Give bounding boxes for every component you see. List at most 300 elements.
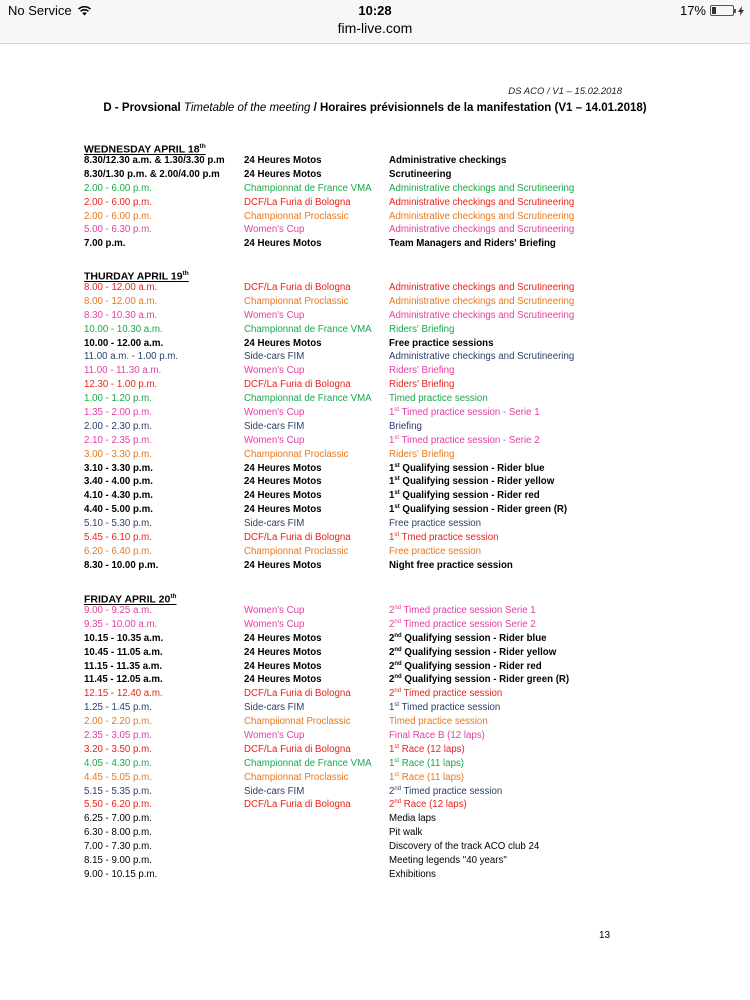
session-time: 7.00 p.m. <box>84 238 126 250</box>
session-category: DCF/La Furia di Bologna <box>244 282 351 293</box>
event-ordinal-suffix: st <box>394 434 400 441</box>
session-category: 24 Heures Motos <box>244 168 322 180</box>
timetable-row <box>84 210 644 224</box>
session-category: 24 Heures Motos <box>244 646 322 658</box>
session-category: Championnat Proclassic <box>244 210 349 222</box>
session-time: 1.25 - 1.45 p.m. <box>84 702 152 714</box>
timetable-row <box>84 392 644 406</box>
timetable-row <box>84 854 644 868</box>
event-ordinal: 1 <box>389 504 395 516</box>
day-heading-suffix: th <box>199 143 206 150</box>
session-event <box>389 154 644 168</box>
day-heading <box>84 590 644 604</box>
event-ordinal-suffix: st <box>394 462 400 469</box>
timetable-row <box>84 646 644 660</box>
session-category: 24 Heures Motos <box>244 559 322 571</box>
session-category: DCF/La Furia di Bologna <box>244 379 351 391</box>
session-event <box>389 309 644 323</box>
session-event <box>389 489 644 503</box>
session-event <box>389 559 644 573</box>
title-part-a: D - Provsional <box>103 102 184 114</box>
timetable-row <box>84 632 644 646</box>
timetable-row <box>84 378 644 392</box>
session-category: Championnat de France VMA <box>244 182 372 194</box>
day-heading-suffix: th <box>170 593 177 600</box>
session-event <box>389 364 644 378</box>
session-category: Women's Cup <box>244 224 305 236</box>
session-event <box>389 517 644 531</box>
event-text: Timed practice session <box>389 716 488 728</box>
session-category: Women's Cup <box>244 407 305 419</box>
timetable-row <box>84 757 644 771</box>
timetable-row <box>84 196 644 210</box>
session-category: 24 Heures Motos <box>244 462 322 474</box>
event-ordinal: 1 <box>389 532 395 544</box>
session-event <box>389 295 644 309</box>
session-category: Side-cars FIM <box>244 785 305 797</box>
timetable-row <box>84 729 644 743</box>
event-text: Timed practice session <box>401 688 503 700</box>
timetable-row <box>84 785 644 799</box>
session-time: 11.00 a.m. - 1.00 p.m. <box>84 351 179 363</box>
session-time: 2.10 - 2.35 p.m. <box>84 434 152 446</box>
session-category: Women's Cup <box>244 434 305 446</box>
title-part-b: Timetable of the meeting <box>183 102 311 114</box>
session-event <box>389 798 644 812</box>
timetable-row <box>84 701 644 715</box>
timetable-row <box>84 448 644 462</box>
event-text: Administrative checkings and Scrutineering <box>389 224 575 236</box>
session-time: 2.00 - 6.00 p.m. <box>84 210 152 222</box>
event-ordinal: 1 <box>389 434 395 446</box>
event-text: Administrative checkings and Scrutineering <box>389 351 575 363</box>
event-ordinal-suffix: nd <box>394 785 402 792</box>
event-text: Timed practice session - Serie 1 <box>399 407 540 419</box>
session-event <box>389 785 644 799</box>
session-event <box>389 223 644 237</box>
event-text: Timed practice session <box>389 393 488 405</box>
event-text: Qualifying session - Rider green (R) <box>401 674 570 686</box>
timetable-row <box>84 840 644 854</box>
session-event <box>389 673 644 687</box>
event-ordinal: 1 <box>389 462 395 474</box>
day-heading-text: FRIDAY APRIL 20 <box>84 593 171 606</box>
event-text: Free practice session <box>389 545 482 557</box>
timetable-row <box>84 604 644 618</box>
session-time: 8.15 - 9.00 p.m. <box>84 855 152 867</box>
session-category: 24 Heures Motos <box>244 504 322 516</box>
carrier-label: No Service <box>8 3 72 18</box>
session-time: 4.45 - 5.05 p.m. <box>84 771 152 783</box>
session-category: Championnat de France VMA <box>244 757 372 769</box>
session-category: 24 Heures Motos <box>244 476 322 488</box>
timetable-row <box>84 182 644 196</box>
timetable-row <box>84 337 644 351</box>
session-event <box>389 687 644 701</box>
battery-level <box>712 7 716 14</box>
timetable-row <box>84 673 644 687</box>
event-text: Timed practice session - Serie 2 <box>399 434 540 446</box>
session-time: 10.45 - 11.05 a.m. <box>84 646 163 658</box>
event-text: Race (12 laps) <box>399 743 465 755</box>
event-ordinal: 1 <box>389 757 395 769</box>
timetable-row <box>84 517 644 531</box>
session-category: Champiionnat Proclassic <box>244 716 351 728</box>
session-category: DCF/La Furia di Bologna <box>244 196 351 208</box>
session-category: Championnat Proclassic <box>244 545 349 557</box>
session-category: Side-cars FIM <box>244 702 305 714</box>
event-text: Scrutineering <box>389 168 452 180</box>
session-time: 9.35 - 10.00 a.m. <box>84 618 158 630</box>
session-event <box>389 323 644 337</box>
session-category: Side-cars FIM <box>244 351 305 363</box>
session-event <box>389 646 644 660</box>
event-text: Media laps <box>389 813 436 825</box>
event-ordinal-suffix: st <box>394 406 400 413</box>
session-time: 8.00 - 12.00 a.m. <box>84 282 158 293</box>
session-event <box>389 868 644 882</box>
event-ordinal: 2 <box>389 660 395 672</box>
event-text: Exhibitions <box>389 868 436 880</box>
event-text: Final Race B (12 laps) <box>389 730 485 742</box>
timetable-row <box>84 364 644 378</box>
session-category: Side-cars FIM <box>244 420 305 432</box>
event-text: Administrative checkings and Scrutineering <box>389 295 575 307</box>
event-ordinal-suffix: st <box>394 504 400 511</box>
session-time: 2.00 - 6.00 p.m. <box>84 196 152 208</box>
session-category: 24 Heures Motos <box>244 660 322 672</box>
session-event <box>389 462 644 476</box>
timetable-day-0 <box>84 140 644 251</box>
session-time: 1.00 - 1.20 p.m. <box>84 393 152 405</box>
session-category: 24 Heures Motos <box>244 674 322 686</box>
session-event <box>389 182 644 196</box>
session-event <box>389 210 644 224</box>
event-text: Riders' Briefing <box>389 379 455 391</box>
event-ordinal-suffix: st <box>394 531 400 538</box>
session-category: Women's Cup <box>244 309 305 321</box>
event-ordinal-suffix: nd <box>394 604 402 611</box>
session-category: Women's Cup <box>244 605 305 616</box>
session-category: Championnat de France VMA <box>244 323 372 335</box>
session-time: 2.00 - 6.00 p.m. <box>84 182 152 194</box>
session-time: 11.45 - 12.05 a.m. <box>84 674 163 686</box>
battery-percent: 17% <box>679 3 706 18</box>
session-event <box>389 757 644 771</box>
address-bar-url[interactable]: fim-live.com <box>337 20 413 36</box>
session-event <box>389 378 644 392</box>
session-time: 5.50 - 6.20 p.m. <box>84 799 152 811</box>
battery-icon <box>710 5 734 16</box>
event-text: Timed practice session <box>401 785 503 797</box>
title-part-c: / Horaires prévisionnels de la manifestation ( <box>310 102 559 114</box>
day-heading-suffix: th <box>182 270 189 277</box>
session-time: 6.25 - 7.00 p.m. <box>84 813 152 825</box>
event-ordinal: 2 <box>389 618 395 630</box>
event-text: Administrative checkings <box>389 155 507 166</box>
session-time: 3.00 - 3.30 p.m. <box>84 448 152 460</box>
session-time: 2.00 - 2.30 p.m. <box>84 420 152 432</box>
session-time: 10.15 - 10.35 a.m. <box>84 632 164 644</box>
event-text: Meeting legends "40 years" <box>389 855 507 867</box>
event-text: Free practice session <box>389 518 482 530</box>
session-time: 8.30 - 10.00 p.m. <box>84 559 159 571</box>
session-time: 10.00 - 12.00 a.m. <box>84 337 164 349</box>
session-category: Women's Cup <box>244 365 305 377</box>
event-text: Qualifying session - Rider yellow <box>399 476 555 488</box>
timetable-row <box>84 559 644 573</box>
session-event <box>389 701 644 715</box>
session-category: Championnat Proclassic <box>244 771 349 783</box>
session-event <box>389 743 644 757</box>
event-ordinal: 1 <box>389 771 395 783</box>
session-category: 24 Heures Motos <box>244 155 322 166</box>
session-time: 11.00 - 11.30 a.m. <box>84 365 162 377</box>
title-part-d: V1 – 14.01.2018) <box>558 102 647 114</box>
event-text: Qualifying session - Rider blue <box>401 632 547 644</box>
timetable-row <box>84 154 644 168</box>
session-time: 3.10 - 3.30 p.m. <box>84 462 153 474</box>
event-ordinal: 1 <box>389 743 395 755</box>
session-category <box>244 826 389 840</box>
session-time: 3.40 - 4.00 p.m. <box>84 476 153 488</box>
timetable-row <box>84 237 644 251</box>
timetable-row <box>84 295 644 309</box>
session-event <box>389 632 644 646</box>
event-ordinal: 1 <box>389 407 395 419</box>
session-category: Championnat Proclassic <box>244 448 349 460</box>
document-title <box>8 102 742 114</box>
session-category: Championnat de France VMA <box>244 393 372 405</box>
event-text: Timed practice session Serie 1 <box>401 605 536 616</box>
event-ordinal-suffix: nd <box>394 618 402 625</box>
session-event <box>389 350 644 364</box>
session-category: Women's Cup <box>244 618 305 630</box>
session-time: 12.30 - 1.00 p.m. <box>84 379 158 391</box>
event-ordinal-suffix: st <box>394 743 400 750</box>
session-event <box>389 420 644 434</box>
timetable-day-1 <box>84 267 644 573</box>
timetable-row <box>84 798 644 812</box>
event-text: Qualifying session - Rider blue <box>399 462 545 474</box>
session-event <box>389 237 644 251</box>
event-ordinal-suffix: nd <box>394 632 402 639</box>
timetable-row <box>84 350 644 364</box>
session-event <box>389 840 644 854</box>
timetable-row <box>84 420 644 434</box>
session-event <box>389 729 644 743</box>
session-time: 8.30 - 10.30 a.m. <box>84 309 158 321</box>
event-text: Administrative checkings and Scrutineering <box>389 210 575 222</box>
timetable-row <box>84 475 644 489</box>
session-category: Women's Cup <box>244 730 305 742</box>
session-event <box>389 196 644 210</box>
session-event <box>389 434 644 448</box>
event-ordinal-suffix: st <box>394 490 400 497</box>
session-time: 7.00 - 7.30 p.m. <box>84 841 152 853</box>
event-text: Race (11 laps) <box>399 771 465 783</box>
event-text: Administrative checkings and Scrutineering <box>389 196 575 208</box>
timetable-row <box>84 489 644 503</box>
session-time: 8.30/1.30 p.m. & 2.00/4.00 p.m <box>84 168 220 180</box>
pdf-page <box>8 44 742 1000</box>
session-time: 5.10 - 5.30 p.m. <box>84 518 152 530</box>
session-event <box>389 503 644 517</box>
event-text: Qualifying session - Rider green (R) <box>399 504 568 516</box>
day-heading-text: WEDNESDAY APRIL 18 <box>84 143 200 156</box>
battery-status <box>680 3 744 18</box>
session-time: 12.15 - 12.40 a.m. <box>84 688 163 700</box>
event-text: Briefing <box>389 420 422 432</box>
timetable-row <box>84 743 644 757</box>
event-ordinal-suffix: nd <box>394 674 402 681</box>
session-time: 3.20 - 3.50 p.m. <box>84 743 152 755</box>
session-category <box>244 812 389 826</box>
event-text: Administrative checkings and Scrutineering <box>389 282 575 293</box>
event-text: Qualifying session - Rider red <box>401 660 542 672</box>
event-ordinal: 1 <box>389 476 395 488</box>
timetable-row <box>84 531 644 545</box>
timetable-row <box>84 618 644 632</box>
charging-bolt-icon <box>738 6 744 16</box>
event-ordinal: 2 <box>389 605 395 616</box>
timetable-row <box>84 812 644 826</box>
event-text: Riders' Briefing <box>389 323 455 335</box>
session-category: 24 Heures Motos <box>244 337 322 349</box>
session-time: 10.00 - 10.30 a.m. <box>84 323 163 335</box>
timetable-row <box>84 826 644 840</box>
event-ordinal-suffix: st <box>394 757 400 764</box>
event-ordinal-suffix: nd <box>394 660 402 667</box>
session-event <box>389 812 644 826</box>
session-category: DCF/La Furia di Bologna <box>244 743 351 755</box>
event-ordinal: 2 <box>389 688 395 700</box>
event-ordinal-suffix: st <box>394 476 400 483</box>
session-time: 1.35 - 2.00 p.m. <box>84 407 152 419</box>
session-category: 24 Heures Motos <box>244 490 322 502</box>
timetable-row <box>84 462 644 476</box>
timetable-row <box>84 434 644 448</box>
day-heading <box>84 140 644 154</box>
timetable-row <box>84 660 644 674</box>
session-category: 24 Heures Motos <box>244 632 322 644</box>
event-text: Administrative checkings and Scrutineering <box>389 182 575 194</box>
event-text: Race (11 laps) <box>399 757 465 769</box>
session-event <box>389 337 644 351</box>
session-time: 4.10 - 4.30 p.m. <box>84 490 153 502</box>
clock: 10:28 <box>358 3 392 18</box>
event-ordinal: 1 <box>389 702 395 714</box>
timetable-row <box>84 309 644 323</box>
event-text: Discovery of the track ACO club 24 <box>389 841 540 853</box>
session-event <box>389 771 644 785</box>
session-event <box>389 475 644 489</box>
session-time: 6.20 - 6.40 p.m. <box>84 545 152 557</box>
event-ordinal: 2 <box>389 632 395 644</box>
session-time: 4.40 - 5.00 p.m. <box>84 504 153 516</box>
session-time: 5.15 - 5.35 p.m. <box>84 785 152 797</box>
session-event <box>389 854 644 868</box>
session-category: DCF/La Furia di Bologna <box>244 532 351 544</box>
session-time: 6.30 - 8.00 p.m. <box>84 827 152 839</box>
document-reference: DS ACO / V1 – 15.02.2018 <box>508 86 622 97</box>
event-ordinal-suffix: nd <box>394 646 402 653</box>
timetable-row <box>84 868 644 882</box>
event-ordinal-suffix: nd <box>394 799 402 806</box>
session-category <box>244 840 389 854</box>
timetable-row <box>84 223 644 237</box>
event-text: Free practice sessions <box>389 337 494 349</box>
session-event <box>389 545 644 559</box>
event-text: Administrative checkings and Scrutineering <box>389 309 575 321</box>
event-text: Pit walk <box>389 827 423 839</box>
timetable-row <box>84 771 644 785</box>
event-text: Team Managers and Riders' Briefing <box>389 238 556 250</box>
event-text: Night free practice session <box>389 559 513 571</box>
event-ordinal: 2 <box>389 785 395 797</box>
timetable-row <box>84 715 644 729</box>
session-time: 5.45 - 6.10 p.m. <box>84 532 152 544</box>
session-event <box>389 406 644 420</box>
session-category <box>244 854 389 868</box>
session-category: 24 Heures Motos <box>244 238 322 250</box>
timetable-row <box>84 323 644 337</box>
event-ordinal: 1 <box>389 490 395 502</box>
event-ordinal: 2 <box>389 646 395 658</box>
event-text: Timed practice session <box>399 702 501 714</box>
timetable-row <box>84 168 644 182</box>
session-time: 4.05 - 4.30 p.m. <box>84 757 152 769</box>
session-time: 2.00 - 2.20 p.m. <box>84 716 152 728</box>
timetable-row <box>84 687 644 701</box>
event-ordinal: 2 <box>389 674 395 686</box>
event-text: Timed practice session Serie 2 <box>401 618 536 630</box>
session-event <box>389 168 644 182</box>
timetable-row <box>84 545 644 559</box>
event-text: Qualifying session - Rider red <box>399 490 540 502</box>
session-event <box>389 392 644 406</box>
session-category: Championnat Proclassic <box>244 295 349 307</box>
day-heading <box>84 267 644 281</box>
timetable-day-2 <box>84 590 644 882</box>
session-category: Side-cars FIM <box>244 518 305 530</box>
session-event <box>389 715 644 729</box>
event-ordinal-suffix: st <box>394 771 400 778</box>
session-time: 5.00 - 6.30 p.m. <box>84 224 152 236</box>
session-time: 11.15 - 11.35 a.m. <box>84 660 163 672</box>
event-text: Riders' Briefing <box>389 365 455 377</box>
page-number: 13 <box>599 930 611 941</box>
event-ordinal: 2 <box>389 799 395 811</box>
session-time: 2.35 - 3.05 p.m. <box>84 730 152 742</box>
event-text: Tmed practice session <box>399 532 499 544</box>
session-category <box>244 868 389 882</box>
event-ordinal-suffix: nd <box>394 688 402 695</box>
session-event <box>389 531 644 545</box>
session-event <box>389 618 644 632</box>
event-ordinal-suffix: st <box>394 702 400 708</box>
session-time: 8.30/12.30 a.m. & 1.30/3.30 p.m <box>84 155 225 166</box>
session-time: 9.00 - 10.15 p.m. <box>84 868 158 880</box>
session-category: DCF/La Furia di Bologna <box>244 688 351 700</box>
day-heading-text: THURDAY APRIL 19 <box>84 270 183 283</box>
session-event <box>389 660 644 674</box>
event-text: Riders' Briefing <box>389 448 455 460</box>
session-event <box>389 281 644 295</box>
status-bar <box>0 0 750 44</box>
timetable-row <box>84 503 644 517</box>
session-time: 8.00 - 12.00 a.m. <box>84 295 158 307</box>
